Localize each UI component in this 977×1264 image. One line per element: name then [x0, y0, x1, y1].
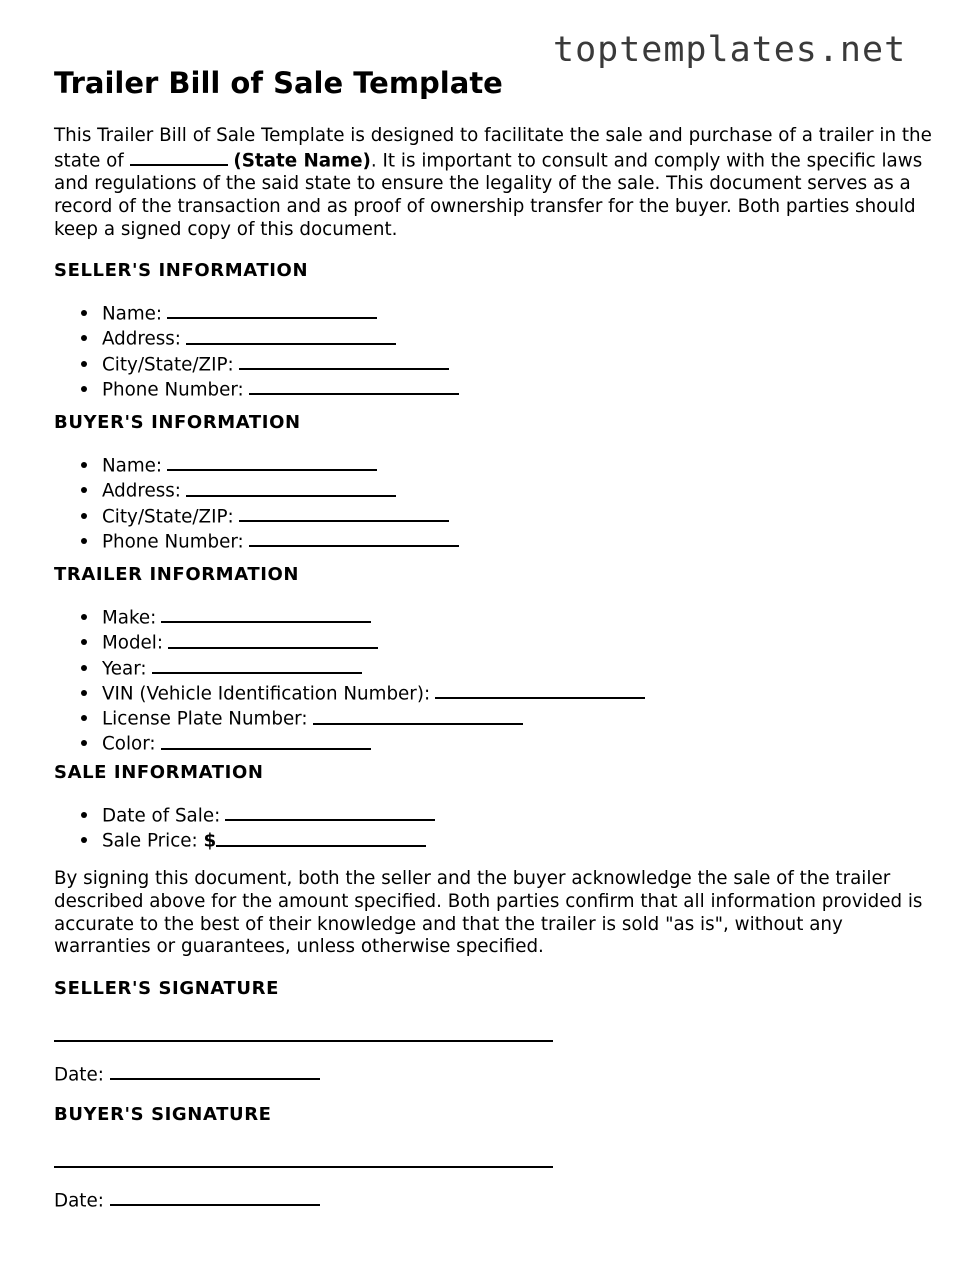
seller-signature-heading: SELLER'S SIGNATURE [54, 978, 279, 999]
trailer-year-blank [152, 656, 362, 674]
seller-address-blank [186, 326, 396, 344]
seller-phone-blank [249, 377, 459, 395]
watermark: toptemplates.net [553, 30, 907, 70]
field-label: Address: [102, 328, 181, 350]
intro-paragraph [54, 125, 934, 241]
closing-paragraph: By signing this document, both the seller and the buyer acknowledge the sale of the trailer described above for the amount specified. Both parties confirm that all information provided is accurate to the best of their knowledge and that the trailer is sold "as is", without any warranties or guarantees, unless otherwise specified. [54, 868, 923, 958]
trailer-plate-blank [313, 706, 523, 724]
field-label: Phone Number: [102, 379, 244, 401]
field-label: Address: [102, 480, 181, 502]
list-item [102, 656, 645, 681]
list-item [102, 352, 459, 377]
buyer-address-blank [186, 478, 396, 496]
list-item [102, 377, 459, 402]
state-name-label: (State Name) [233, 150, 371, 172]
dollar-sign: $ [203, 830, 217, 852]
trailer-info-heading: TRAILER INFORMATION [54, 564, 300, 585]
buyer-signature-heading: BUYER'S SIGNATURE [54, 1104, 272, 1125]
buyer-name-blank [167, 453, 377, 471]
intro-text-start: This Trailer Bill of Sale Template is designed to facilitate the sale and purchase of a trailer in the state of [54, 125, 932, 172]
seller-signature-line [54, 1040, 553, 1042]
list-item [102, 828, 435, 853]
date-label: Date: [54, 1064, 104, 1086]
seller-date-blank [110, 1062, 320, 1080]
seller-info-list [102, 301, 459, 402]
list-item [102, 706, 645, 731]
field-label: Color: [102, 733, 156, 755]
field-label: VIN (Vehicle Identification Number): [102, 683, 431, 705]
list-item [102, 630, 645, 655]
sale-info-heading: SALE INFORMATION [54, 762, 264, 783]
document-title: Trailer Bill of Sale Template [54, 66, 503, 100]
buyer-date-blank [110, 1188, 320, 1206]
trailer-info-list [102, 605, 645, 757]
seller-city-state-zip-blank [239, 352, 449, 370]
field-label: Sale Price: [102, 830, 198, 852]
buyer-phone-blank [249, 529, 459, 547]
field-label: Phone Number: [102, 531, 244, 553]
date-label: Date: [54, 1190, 104, 1212]
intro-text-end: . It is important to consult and comply with the specific laws and regulations of the said state to ensure the legality of the sale. This document serves as a record of the transaction and as proof of ownership transfer for the buyer. Both parties should keep a signed copy of this document. [54, 150, 923, 240]
field-label: License Plate Number: [102, 708, 308, 730]
list-item [102, 529, 459, 554]
field-label: Name: [102, 455, 163, 477]
field-label: City/State/ZIP: [102, 354, 234, 375]
sale-info-list [102, 803, 435, 854]
buyer-info-heading: BUYER'S INFORMATION [54, 412, 301, 433]
field-label: Date of Sale: [102, 805, 221, 827]
seller-name-blank [167, 301, 377, 319]
list-item [102, 803, 435, 828]
list-item [102, 453, 459, 478]
list-item [102, 478, 459, 503]
field-label: Year: [102, 658, 147, 679]
list-item [102, 301, 459, 326]
buyer-date-row [54, 1188, 320, 1211]
buyer-info-list [102, 453, 459, 554]
list-item [102, 326, 459, 351]
field-label: Name: [102, 303, 163, 325]
sale-date-blank [225, 803, 435, 821]
buyer-city-state-zip-blank [239, 504, 449, 522]
sale-price-blank [216, 828, 426, 846]
field-label: Model: [102, 632, 164, 654]
trailer-model-blank [168, 630, 378, 648]
field-label: City/State/ZIP: [102, 506, 234, 527]
list-item [102, 504, 459, 529]
trailer-make-blank [161, 605, 371, 623]
field-label: Make: [102, 607, 157, 629]
seller-date-row [54, 1062, 320, 1085]
trailer-vin-blank [435, 681, 645, 699]
trailer-color-blank [161, 731, 371, 749]
list-item [102, 605, 645, 630]
state-blank [130, 148, 228, 166]
list-item [102, 681, 645, 706]
buyer-signature-line [54, 1166, 553, 1168]
seller-info-heading: SELLER'S INFORMATION [54, 260, 309, 281]
list-item [102, 731, 645, 756]
